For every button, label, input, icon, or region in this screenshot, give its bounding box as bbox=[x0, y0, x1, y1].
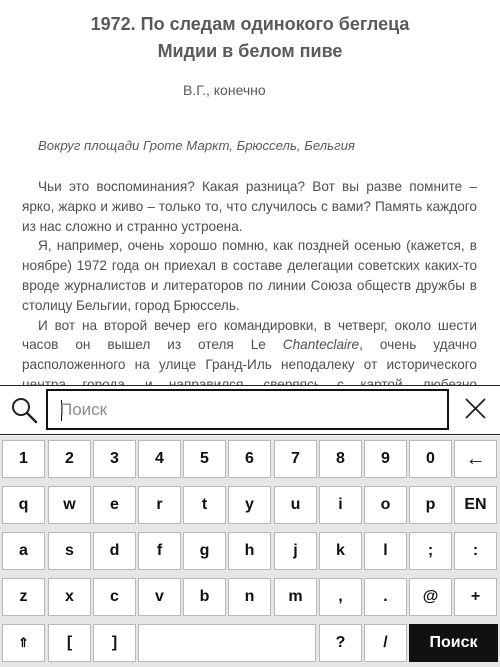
key-1[interactable]: 1 bbox=[2, 440, 45, 478]
period-key[interactable]: . bbox=[364, 578, 407, 616]
key-2[interactable]: 2 bbox=[48, 440, 91, 478]
italic-hotel-name: Chanteclaire bbox=[282, 337, 360, 353]
chapter-author: В.Г., конечно bbox=[183, 82, 266, 98]
key-n[interactable]: n bbox=[228, 578, 271, 616]
on-screen-keyboard bbox=[0, 436, 500, 667]
key-c[interactable]: c bbox=[93, 578, 136, 616]
clear-search-button[interactable] bbox=[452, 389, 498, 430]
backspace-key[interactable]: ← bbox=[454, 440, 497, 478]
paragraph-text: И вот на второй вечер его командировки, в четверг, около шести часов он вышел из отеля Le bbox=[22, 317, 477, 353]
key-3[interactable]: 3 bbox=[93, 440, 136, 478]
key-d[interactable]: d bbox=[93, 532, 136, 570]
key-y[interactable]: y bbox=[228, 486, 271, 524]
key-p[interactable]: p bbox=[409, 486, 452, 524]
search-field[interactable] bbox=[46, 389, 449, 430]
chapter-title-line-1: 1972. По следам одинокого беглеца bbox=[90, 14, 410, 34]
key-8[interactable]: 8 bbox=[319, 440, 362, 478]
key-0[interactable]: 0 bbox=[409, 440, 452, 478]
search-icon[interactable] bbox=[10, 396, 38, 424]
key-u[interactable]: u bbox=[274, 486, 317, 524]
key-h[interactable]: h bbox=[228, 532, 271, 570]
key-4[interactable]: 4 bbox=[138, 440, 181, 478]
semicolon-key[interactable]: ; bbox=[409, 532, 452, 570]
chapter-title-line-2: Мидии в белом пиве bbox=[157, 41, 343, 61]
key-i[interactable]: i bbox=[319, 486, 362, 524]
key-g[interactable]: g bbox=[183, 532, 226, 570]
search-input[interactable] bbox=[60, 399, 440, 421]
paragraph: Я, например, очень хорошо помню, как поздней осенью (кажется, в ноябре) 1972 года он приехал в составе делегации советских каких-то вроде журналистов и литераторов по линии Союза обществ дружбы в столицу Бельгии, город Брюссель. bbox=[22, 238, 477, 313]
colon-key[interactable]: : bbox=[454, 532, 497, 570]
language-key[interactable]: EN bbox=[454, 486, 497, 524]
key-b[interactable]: b bbox=[183, 578, 226, 616]
key-l[interactable]: l bbox=[364, 532, 407, 570]
shift-key[interactable]: ⇑ bbox=[2, 624, 45, 662]
key-j[interactable]: j bbox=[274, 532, 317, 570]
key-open-bracket[interactable]: [ bbox=[48, 624, 91, 662]
search-submit-button[interactable]: Поиск bbox=[409, 624, 498, 662]
key-q[interactable]: q bbox=[2, 486, 45, 524]
key-6[interactable]: 6 bbox=[228, 440, 271, 478]
chapter-body bbox=[22, 177, 477, 415]
key-close-bracket[interactable]: ] bbox=[93, 624, 136, 662]
plus-key[interactable]: + bbox=[454, 578, 497, 616]
key-e[interactable]: e bbox=[93, 486, 136, 524]
key-7[interactable]: 7 bbox=[274, 440, 317, 478]
chapter-epigraph: Вокруг площади Гроте Маркт, Брюссель, Бельгия bbox=[38, 138, 355, 153]
key-question[interactable]: ? bbox=[319, 624, 362, 662]
key-v[interactable]: v bbox=[138, 578, 181, 616]
key-x[interactable]: x bbox=[48, 578, 91, 616]
comma-key[interactable]: , bbox=[319, 578, 362, 616]
key-5[interactable]: 5 bbox=[183, 440, 226, 478]
paragraph: Чьи это воспоминания? Какая разница? Вот вы разве помните – ярко, жарко и живо – только то, что случилось с вами? Память каждого из нас сложно и странно устроена. bbox=[22, 179, 477, 234]
key-f[interactable]: f bbox=[138, 532, 181, 570]
search-bar bbox=[0, 385, 500, 435]
space-key[interactable] bbox=[138, 624, 316, 662]
key-9[interactable]: 9 bbox=[364, 440, 407, 478]
key-w[interactable]: w bbox=[48, 486, 91, 524]
close-icon bbox=[452, 389, 498, 430]
key-r[interactable]: r bbox=[138, 486, 181, 524]
key-m[interactable]: m bbox=[274, 578, 317, 616]
key-slash[interactable]: / bbox=[364, 624, 407, 662]
key-k[interactable]: k bbox=[319, 532, 362, 570]
key-s[interactable]: s bbox=[48, 532, 91, 570]
at-key[interactable]: @ bbox=[409, 578, 452, 616]
paragraph-text: , очень удачно расположенного на улице Гранд-Иль неподалеку от исторического bbox=[22, 337, 477, 373]
key-o[interactable]: o bbox=[364, 486, 407, 524]
key-t[interactable]: t bbox=[183, 486, 226, 524]
key-a[interactable]: a bbox=[2, 532, 45, 570]
key-z[interactable]: z bbox=[2, 578, 45, 616]
